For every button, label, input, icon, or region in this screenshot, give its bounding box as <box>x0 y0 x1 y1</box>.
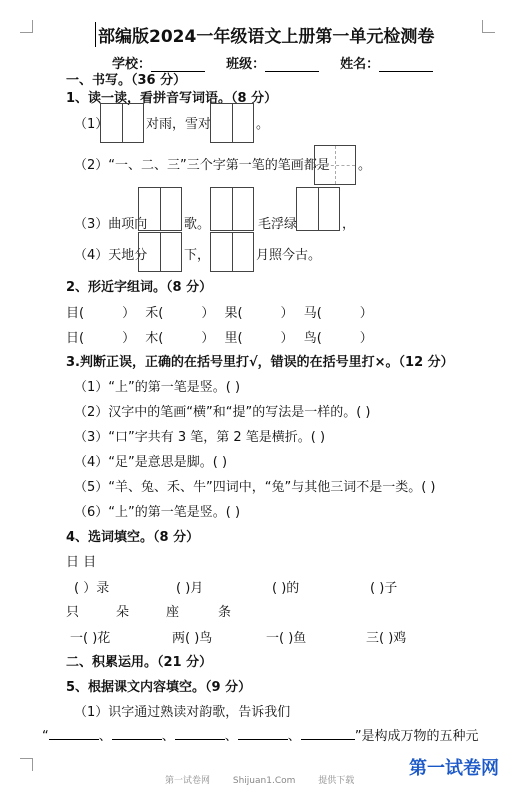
q2-close: ） <box>359 306 373 321</box>
q1-4-text: （4）天地分 <box>74 248 148 263</box>
writing-grid[interactable] <box>138 232 182 272</box>
page-footer <box>165 773 374 786</box>
q4-word-choices: 日 目 <box>66 555 97 570</box>
writing-grid[interactable] <box>314 145 356 185</box>
separator: 、 <box>224 729 238 744</box>
q3-item: （4）“足”是意思是脚。( ) <box>74 455 228 470</box>
section-2-heading: 二、积累运用。（21 分） <box>66 655 213 670</box>
quote-open: “ <box>42 729 49 744</box>
corner-mark-top-left <box>20 20 33 33</box>
q4-blank: ( )的 <box>272 581 300 596</box>
q1-2-end: 。 <box>358 158 372 173</box>
separator: 、 <box>287 729 301 744</box>
q3-item: （5）“羊、兔、禾、牛”四词中，“兔”与其他三词不是一类。( ) <box>74 480 436 495</box>
q4-measure-word: 朵 <box>116 605 130 620</box>
q4-measure-word: 只 <box>66 605 80 620</box>
q4-phrase: 两( )鸟 <box>172 631 213 646</box>
q3-item: （2）汉字中的笔画“横”和“提”的写法是一样的。( ) <box>74 405 371 420</box>
answer-blank[interactable] <box>238 739 288 740</box>
question-4-heading: 4、选词填空。（8 分） <box>66 530 200 545</box>
q2-row-1 <box>66 302 373 321</box>
q2-char: 木( <box>145 331 164 346</box>
q1-1-end: 。 <box>256 117 270 132</box>
q4-blank: ( )子 <box>370 581 398 596</box>
q2-char: 禾( <box>145 306 164 321</box>
q2-char: 果( <box>224 306 243 321</box>
question-3-heading: 3.判断正误，正确的在括号里打√，错误的在括号里打×。（12 分） <box>66 355 454 370</box>
q2-close: ） <box>201 331 215 346</box>
q5-2-tail: ”是构成万物的五种元 <box>354 729 479 744</box>
answer-blank[interactable] <box>301 739 355 740</box>
q5-1-text: （1）识字通过熟读对韵歌，告诉我们 <box>74 705 291 720</box>
q3-item: （1）“上”的第一笔是竖。( ) <box>74 380 241 395</box>
footer-site-url[interactable]: Shijuan1.Com <box>232 776 296 786</box>
separator: 、 <box>98 729 112 744</box>
q4-measure-word: 座 <box>166 605 180 620</box>
q4-phrase: 一( )鱼 <box>266 631 307 646</box>
q2-close: ） <box>280 306 294 321</box>
q2-char: 马( <box>303 306 322 321</box>
q1-3-end: ， <box>342 217 356 232</box>
page-title: 部编版2024一年级语文上册第一单元检测卷 <box>95 22 434 47</box>
school-label: 学校： <box>112 57 152 72</box>
q1-4-end: 月照今古。 <box>256 248 322 263</box>
section-1-heading: 一、书写。（36 分） <box>66 73 187 88</box>
question-2-heading: 2、形近字组词。（8 分） <box>66 280 213 295</box>
q1-3-text: （3）曲项向 <box>74 217 148 232</box>
name-blank[interactable] <box>379 71 433 72</box>
q4-blank: ( )月 <box>176 581 204 596</box>
answer-blank[interactable] <box>112 739 162 740</box>
q2-row-2 <box>66 327 373 346</box>
q1-1-num: （1） <box>74 117 109 132</box>
writing-grid[interactable] <box>210 103 254 143</box>
watermark-logo: 第一试卷网 <box>409 758 499 779</box>
q2-char: 目( <box>66 306 85 321</box>
class-blank[interactable] <box>265 71 319 72</box>
q1-3-text2: 毛浮绿 <box>258 217 298 232</box>
answer-blank[interactable] <box>175 739 225 740</box>
class-label: 班级： <box>226 57 266 72</box>
q4-measure-word: 条 <box>218 605 232 620</box>
answer-blank[interactable] <box>49 739 99 740</box>
writing-grid[interactable] <box>100 103 144 143</box>
separator: 、 <box>161 729 175 744</box>
corner-mark-bottom-left <box>20 758 33 771</box>
q2-close: ） <box>122 331 136 346</box>
q3-item: （6）“上”的第一笔是竖。( ) <box>74 505 241 520</box>
q2-close: ） <box>122 306 136 321</box>
corner-mark-top-right <box>482 20 495 33</box>
q2-char: 鸟( <box>303 331 322 346</box>
question-1-heading: 1、读一读，看拼音写词语。（8 分） <box>66 91 278 106</box>
writing-grid[interactable] <box>210 232 254 272</box>
q2-char: 里( <box>224 331 243 346</box>
footer-site-name: 第一试卷网 <box>165 776 211 786</box>
q4-phrase: 三( )鸡 <box>366 631 407 646</box>
writing-grid[interactable] <box>138 187 182 231</box>
q3-item: （3）“口”字共有 3 笔，第 2 笔是横折。( ) <box>74 430 326 445</box>
q4-blank: ( ）录 <box>74 581 110 596</box>
q1-2-text: （2）“一、二、三”三个字第一笔的笔画都是 <box>74 158 330 173</box>
q1-4-mid: 下， <box>184 248 211 263</box>
q4-phrase: 一( )花 <box>70 631 111 646</box>
writing-grid[interactable] <box>210 187 254 231</box>
q2-char: 日( <box>66 331 85 346</box>
writing-grid[interactable] <box>296 187 340 231</box>
q2-close: ） <box>359 331 373 346</box>
footer-download-text: 提供下载 <box>318 776 355 786</box>
q1-3-mid: 歌。 <box>184 217 211 232</box>
question-5-heading: 5、根据课文内容填空。（9 分） <box>66 680 252 695</box>
q2-close: ） <box>280 331 294 346</box>
q5-2-line <box>42 725 479 744</box>
q2-close: ） <box>201 306 215 321</box>
name-label: 姓名： <box>340 57 380 72</box>
q1-1-text: 对雨，雪对 <box>146 117 212 132</box>
